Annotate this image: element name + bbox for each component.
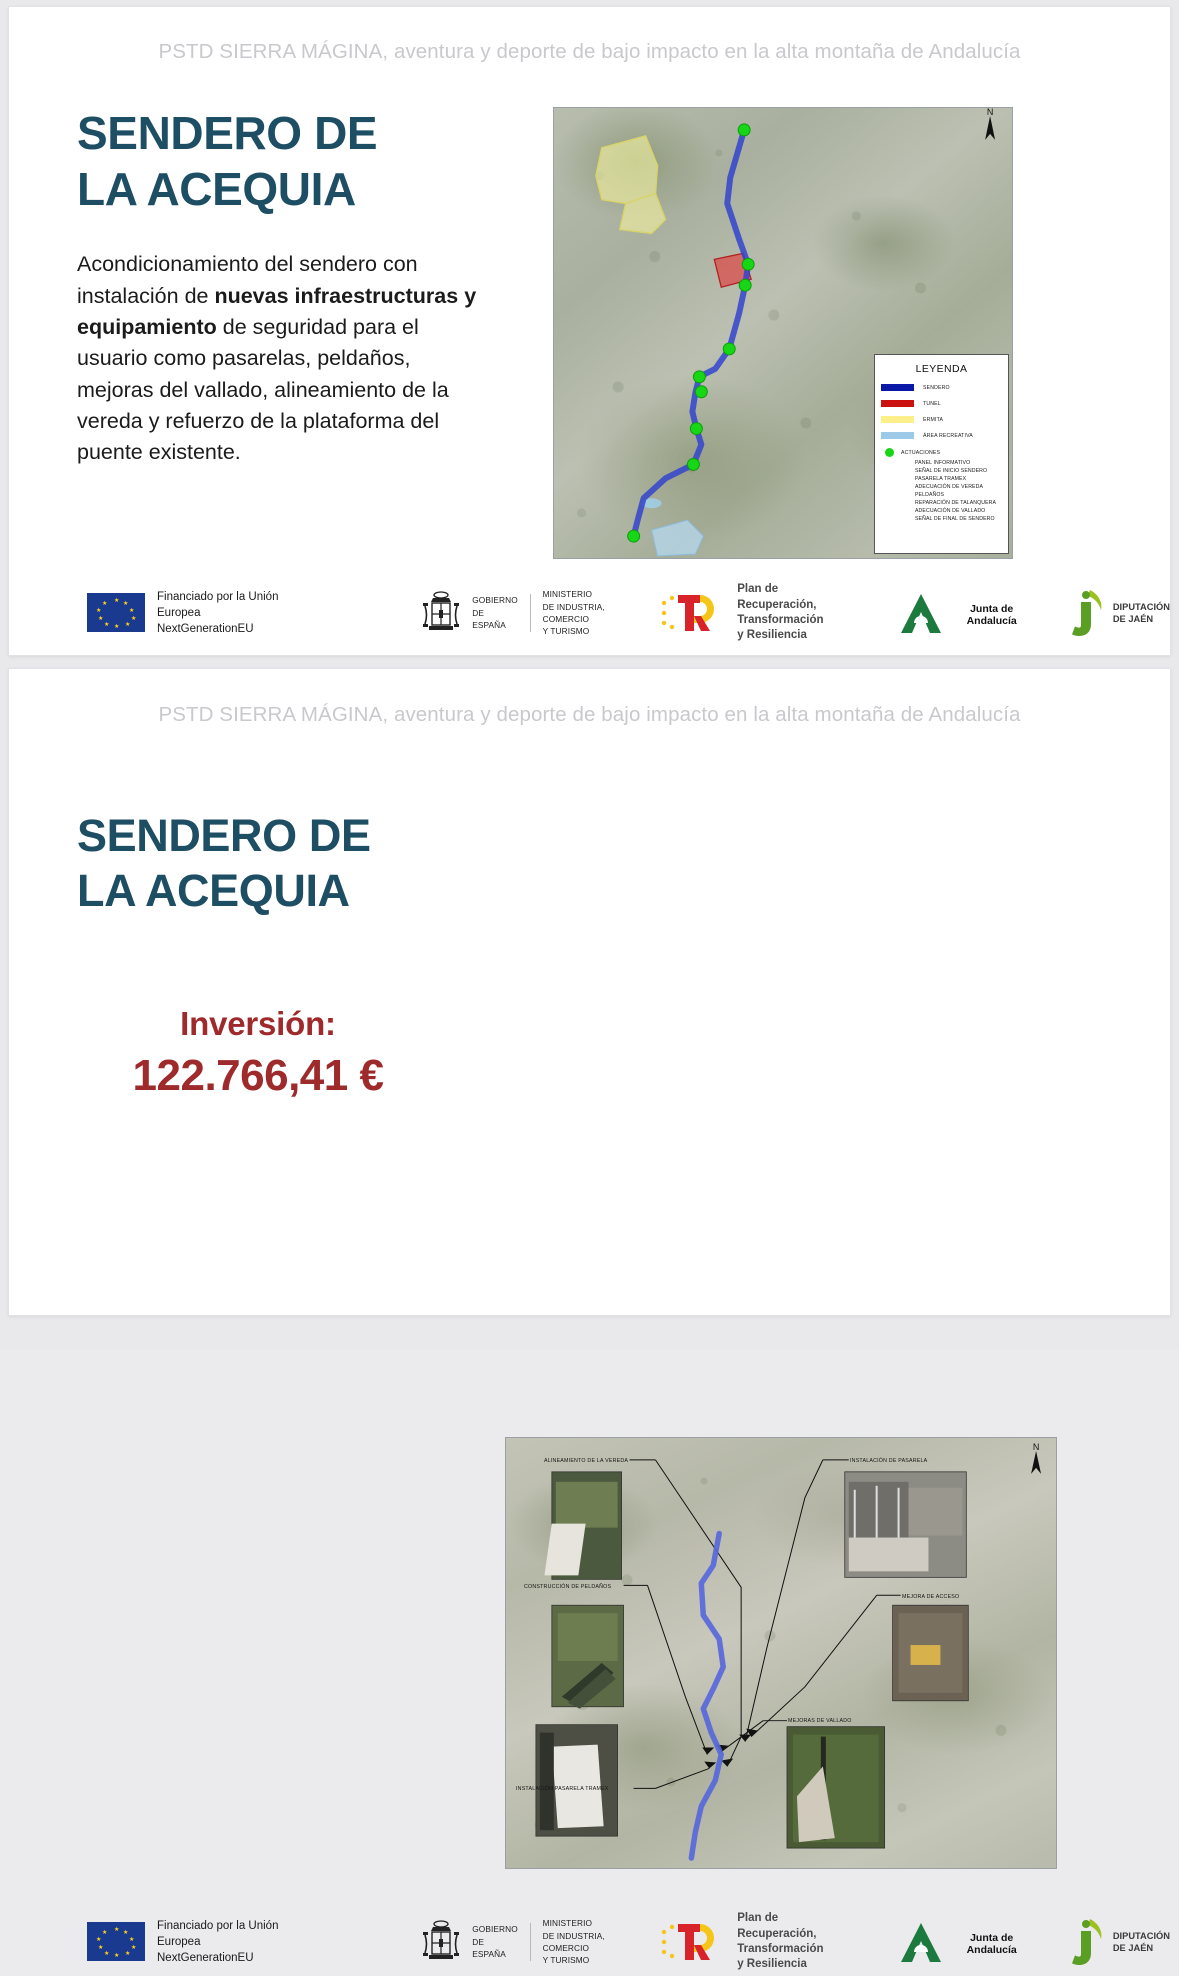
svg-text:N: N <box>986 106 994 117</box>
gobierno-espana-logo-2 <box>419 1917 638 1967</box>
diputacion-jaen-logo <box>1070 588 1170 638</box>
legend-label-area-recreativa: ÁREA RECREATIVA <box>923 432 973 439</box>
dip-line-1: DIPUTACIÓN <box>1112 601 1170 612</box>
annotation-mejoras-vallado: MEJORAS DE VALLADO <box>788 1718 852 1724</box>
sendero-path-2 <box>691 1534 723 1858</box>
slide2-title <box>77 809 477 919</box>
legend-action-6: ADECUACIÓN DE VALLADO <box>915 508 986 515</box>
eu-line-1-b: Financiado por la Unión Europea <box>157 1919 279 1948</box>
legend-row-actuaciones <box>881 448 1002 457</box>
eu-flag-icon: ★ ★ ★ ★ ★ ★ ★ ★ ★ ★ <box>87 593 145 632</box>
desc-bold: nuevas infraestructuras y equipamiento <box>77 283 477 339</box>
eu-line-2: NextGenerationEU <box>157 623 254 636</box>
dip-line-2-b: DE JAÉN <box>1112 1943 1154 1953</box>
slide2-title-line2: LA ACEQUIA <box>77 864 350 916</box>
ministerio-text <box>543 588 639 638</box>
legend-action-3: ADECUACIÓN DE VEREDA <box>915 484 984 491</box>
legend-label-actuaciones: ACTUACIONES <box>901 449 941 456</box>
slide1-title-line2: LA ACEQUIA <box>77 163 356 216</box>
diputacion-jaen-logo-2 <box>1070 1917 1170 1967</box>
legend-label-tunel: TUNEL <box>923 400 941 407</box>
junta-a-icon <box>892 592 950 635</box>
junta-label: Junta de Andalucía <box>966 602 1017 627</box>
annotation-alineamiento-vereda: ALINEAMIENTO DE LA VEREDA <box>544 1458 629 1464</box>
gobierno-espana-logo <box>419 588 638 638</box>
eu-flag-icon-2: ★ ★ ★ ★ ★ ★ ★ ★ ★ ★ <box>87 1922 145 1961</box>
legend-actions-list <box>915 459 1002 524</box>
junta-andalucia-logo-2 <box>892 1921 1034 1964</box>
diputacion-text <box>1113 601 1170 626</box>
desc-part2: de seguridad para el usuario como pasarelas, peldaños, mejoras del vallado, alineamiento de la vereda y refuerzo de la plataforma del puente existente. <box>77 314 449 465</box>
slide2-kicker: PSTD SIERRA MÁGINA, aventura y deporte de bajo impacto en la alta montaña de Andalucía <box>158 703 1021 726</box>
footer-divider-1 <box>530 594 531 632</box>
eu-funding-logo <box>87 589 307 638</box>
annotation-mejora-acceso: MEJORA DE ACCESO <box>902 1594 960 1600</box>
prtr-line-2-b: Transformación <box>737 1943 824 1955</box>
eu-line-2-b: NextGenerationEU <box>157 1952 254 1965</box>
spain-coat-of-arms-icon <box>419 590 463 636</box>
eu-funding-logo-2 <box>87 1918 307 1967</box>
slide2-left-column <box>77 809 477 1101</box>
spain-coat-of-arms-icon-2 <box>419 1919 463 1965</box>
prtr-line-2: Transformación <box>737 614 824 626</box>
legend-action-7: SEÑAL DE FINAL DE SENDERO <box>915 516 995 523</box>
svg-text:N: N <box>1032 1441 1040 1452</box>
legend-row-ermita <box>881 416 1002 423</box>
prtr-line-3: y Resiliencia <box>737 629 807 642</box>
map2-vector-overlay <box>506 1438 1056 1868</box>
slide1-title <box>77 105 477 217</box>
investment-block <box>77 1005 477 1101</box>
prtr-text <box>737 582 845 643</box>
legend-swatch-area-recreativa <box>881 432 914 439</box>
legend-row-tunel <box>881 400 1002 407</box>
prtr-text-2 <box>737 1911 845 1972</box>
gob-line-1-b: GOBIERNO <box>472 1924 518 1935</box>
gobierno-text <box>472 594 518 631</box>
min-line-3-b: Y TURISMO <box>542 1955 590 1966</box>
legend-swatch-tunel <box>881 400 914 407</box>
trail-map-actions[interactable] <box>505 1437 1057 1869</box>
legend-action-0: PANEL INFORMATIVO <box>915 460 971 466</box>
legend-action-5: REPARACIÓN DE TALANQUERA <box>915 500 997 507</box>
prtr-logo-icon-2 <box>660 1918 728 1966</box>
slide-panel-1 <box>8 6 1171 656</box>
min-line-1-b: MINISTERIO <box>542 1918 593 1929</box>
min-line-2: DE INDUSTRIA, COMERCIO <box>542 601 605 624</box>
min-line-3: Y TURISMO <box>542 626 590 637</box>
junta-andalucia-logo <box>892 592 1034 635</box>
slide1-title-line1: SENDERO DE <box>77 107 378 159</box>
annotation-instalacion-pasarela-tramex: INSTALACIÓN PASARELA TRAMEX <box>516 1786 609 1792</box>
prtr-logo-block <box>660 582 845 643</box>
trail-map-overview[interactable] <box>553 107 1013 559</box>
investment-label: Inversión: <box>180 1004 336 1042</box>
prtr-logo-block-2 <box>660 1911 845 1972</box>
prtr-line-1-b: Plan de Recuperación, <box>737 1912 817 1940</box>
slide1-description <box>77 249 477 469</box>
legend-label-sendero: SENDERO <box>923 384 950 391</box>
gob-line-2-b: DE ESPAÑA <box>472 1936 506 1960</box>
annotation-instalacion-pasarela: INSTALACIÓN DE PASARELA <box>850 1458 928 1464</box>
min-line-1: MINISTERIO <box>542 589 593 600</box>
desc-part1: Acondicionamiento del sendero con instalación de <box>77 252 418 308</box>
legend-action-4: PELDAÑOS <box>915 492 945 499</box>
ermita-polygon <box>596 136 658 204</box>
diputacion-j-icon-2 <box>1070 1917 1106 1967</box>
legend-label-ermita: ERMITA <box>923 416 944 423</box>
junta-a-icon-2 <box>892 1921 950 1964</box>
diputacion-j-icon <box>1070 588 1106 638</box>
slide1-kicker: PSTD SIERRA MÁGINA, aventura y deporte de bajo impacto en la alta montaña de Andalucía <box>158 40 1021 63</box>
annotation-construccion-peldanos: CONSTRUCCIÓN DE PELDAÑOS <box>524 1584 612 1590</box>
north-arrow-icon <box>985 107 995 140</box>
eu-funding-text <box>157 589 307 638</box>
slide1-left-column <box>77 105 477 469</box>
gobierno-text-2 <box>472 1923 518 1960</box>
slide2-footer <box>9 1908 1170 1976</box>
legend-action-1: SEÑAL DE INICIO SENDERO <box>915 468 988 475</box>
investment-amount: 122.766,41 € <box>132 1050 384 1100</box>
dip-line-1-b: DIPUTACIÓN <box>1112 1930 1170 1941</box>
eu-line-1: Financiado por la Unión Europea <box>157 590 279 619</box>
legend-title: LEYENDA <box>915 363 968 375</box>
min-line-2-b: DE INDUSTRIA, COMERCIO <box>542 1930 605 1953</box>
ministerio-text-2 <box>543 1917 639 1967</box>
legend-swatch-actuaciones <box>885 448 894 457</box>
prtr-line-1: Plan de Recuperación, <box>737 583 817 611</box>
legend-row-sendero <box>881 384 1002 391</box>
eu-funding-text-2 <box>157 1918 307 1967</box>
map-legend <box>874 354 1009 554</box>
slide-panel-2 <box>8 668 1171 1971</box>
area-recreativa-polygon <box>652 520 704 556</box>
prtr-logo-icon <box>660 589 728 637</box>
footer-divider-2 <box>530 1923 531 1961</box>
legend-row-area-recreativa <box>881 432 1002 439</box>
gob-line-1: GOBIERNO <box>472 595 518 606</box>
junta-label-2: Junta de Andalucía <box>966 1931 1017 1956</box>
slide1-footer <box>9 579 1170 647</box>
slide2-title-line1: SENDERO DE <box>77 810 371 861</box>
dip-line-2: DE JAÉN <box>1112 614 1154 624</box>
diputacion-text-2 <box>1113 1930 1170 1955</box>
legend-action-2: PASARELA TRAMEX <box>915 476 967 483</box>
prtr-line-3-b: y Resiliencia <box>737 1958 807 1971</box>
gob-line-2: DE ESPAÑA <box>472 607 506 631</box>
legend-swatch-ermita <box>881 416 914 423</box>
legend-swatch-sendero <box>881 384 914 391</box>
north-arrow-icon-2 <box>1031 1442 1041 1474</box>
